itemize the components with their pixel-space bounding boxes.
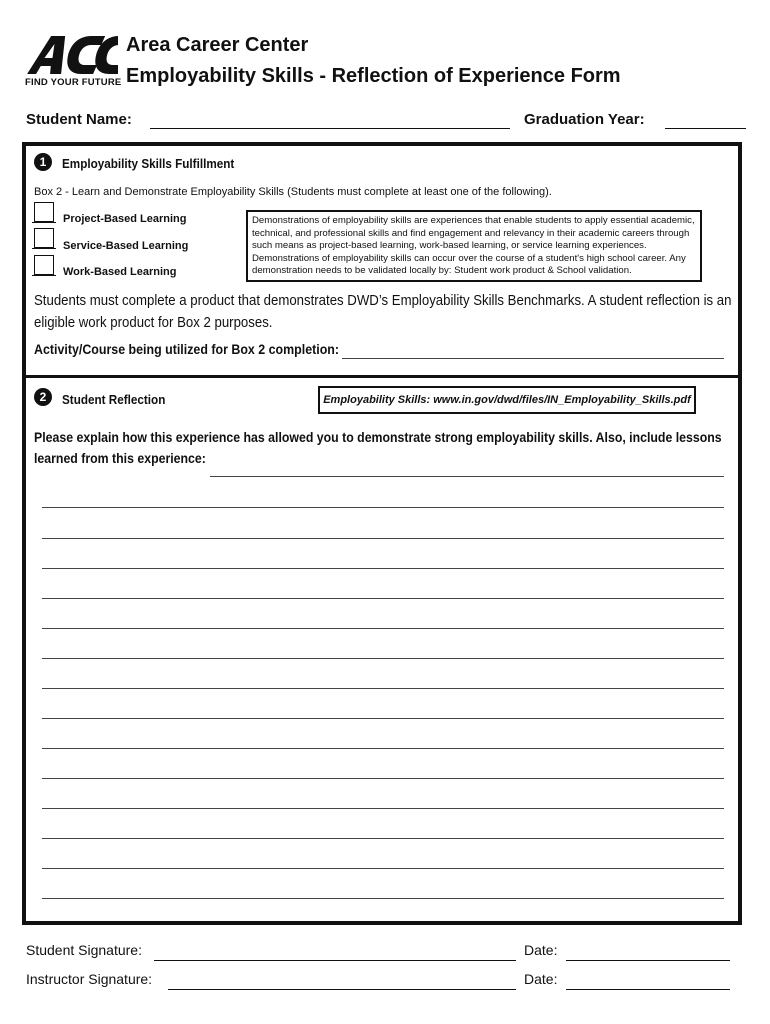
box-instruction: Box 2 - Learn and Demonstrate Employability Skills (Students must complete at least one of the following). bbox=[34, 186, 552, 198]
student-signature-label: Student Signature: bbox=[26, 942, 142, 958]
section-1-number: 1 bbox=[34, 153, 52, 171]
student-signature-field[interactable] bbox=[154, 944, 516, 961]
graduation-year-label: Graduation Year: bbox=[524, 111, 645, 128]
reflection-line[interactable] bbox=[42, 854, 724, 869]
checkbox-service-based[interactable] bbox=[34, 228, 54, 248]
reflection-line[interactable] bbox=[42, 884, 724, 899]
reflection-prompt-line-1: Please explain how this experience has allowed you to demonstrate strong employability skills. Also, include lessons bbox=[34, 429, 722, 445]
checkbox-underline bbox=[32, 275, 56, 276]
reflection-line[interactable] bbox=[42, 644, 724, 659]
student-date-label: Date: bbox=[524, 942, 558, 958]
section-divider bbox=[22, 375, 742, 378]
checkbox-project-based[interactable] bbox=[34, 202, 54, 222]
reflection-line[interactable] bbox=[42, 554, 724, 569]
reflection-prompt-line-2: learned from this experience: bbox=[34, 450, 206, 466]
reflection-line[interactable] bbox=[42, 584, 724, 599]
option-work-based-label: Work-Based Learning bbox=[63, 266, 177, 278]
page-title: Area Career Center bbox=[126, 34, 309, 56]
logo-tagline: FIND YOUR FUTURE bbox=[25, 77, 122, 88]
student-name-label: Student Name: bbox=[26, 111, 132, 128]
instructor-signature-label: Instructor Signature: bbox=[26, 971, 153, 987]
acc-logo bbox=[22, 32, 122, 92]
instructor-signature-field[interactable] bbox=[168, 973, 516, 990]
section-2-title: Student Reflection bbox=[62, 392, 166, 407]
reflection-line[interactable] bbox=[42, 764, 724, 779]
reflection-line[interactable] bbox=[42, 674, 724, 689]
checkbox-work-based[interactable] bbox=[34, 255, 54, 275]
reflection-line[interactable] bbox=[42, 704, 724, 719]
section-2-number: 2 bbox=[34, 388, 52, 406]
reflection-line[interactable] bbox=[210, 462, 724, 477]
student-date-field[interactable] bbox=[566, 944, 730, 961]
acc-logo-mark bbox=[22, 32, 118, 76]
student-name-field[interactable] bbox=[150, 112, 510, 129]
graduation-year-field[interactable] bbox=[665, 112, 746, 129]
product-text-line-1: Students must complete a product that demonstrates DWD’s Employability Skills Benchmarks. A student reflection is an bbox=[34, 292, 732, 309]
reflection-line[interactable] bbox=[42, 824, 724, 839]
info-box bbox=[246, 210, 702, 282]
reflection-line[interactable] bbox=[42, 794, 724, 809]
instructor-date-field[interactable] bbox=[566, 973, 730, 990]
reflection-line[interactable] bbox=[42, 524, 724, 539]
info-text: Demonstrations of employability skills are experiences that enable students to apply essential academic, technical, and professional skills and find engagement and relevancy in their academic careers through such means as project-based learning, work-based learning, or service learning experiences. Demonstrations of employability skills can occur over the course of a student's high school career. Any demonstration needs to be validated locally by: Student work product & School validation. bbox=[252, 215, 695, 277]
reflection-line[interactable] bbox=[42, 614, 724, 629]
instructor-date-label: Date: bbox=[524, 971, 558, 987]
reflection-line[interactable] bbox=[42, 493, 724, 508]
option-service-based-label: Service-Based Learning bbox=[63, 240, 189, 252]
employability-skills-link[interactable]: Employability Skills: www.in.gov/dwd/files/IN_Employability_Skills.pdf bbox=[318, 386, 696, 414]
product-text-line-2: eligible work product for Box 2 purposes. bbox=[34, 314, 273, 331]
activity-field[interactable] bbox=[342, 344, 724, 359]
checkbox-underline bbox=[32, 248, 56, 249]
activity-label: Activity/Course being utilized for Box 2 completion: bbox=[34, 342, 340, 357]
reflection-line[interactable] bbox=[42, 734, 724, 749]
section-1-title: Employability Skills Fulfillment bbox=[62, 156, 235, 171]
option-project-based-label: Project-Based Learning bbox=[63, 213, 187, 225]
checkbox-underline bbox=[32, 222, 56, 223]
page-subtitle: Employability Skills - Reflection of Experience Form bbox=[126, 65, 621, 87]
